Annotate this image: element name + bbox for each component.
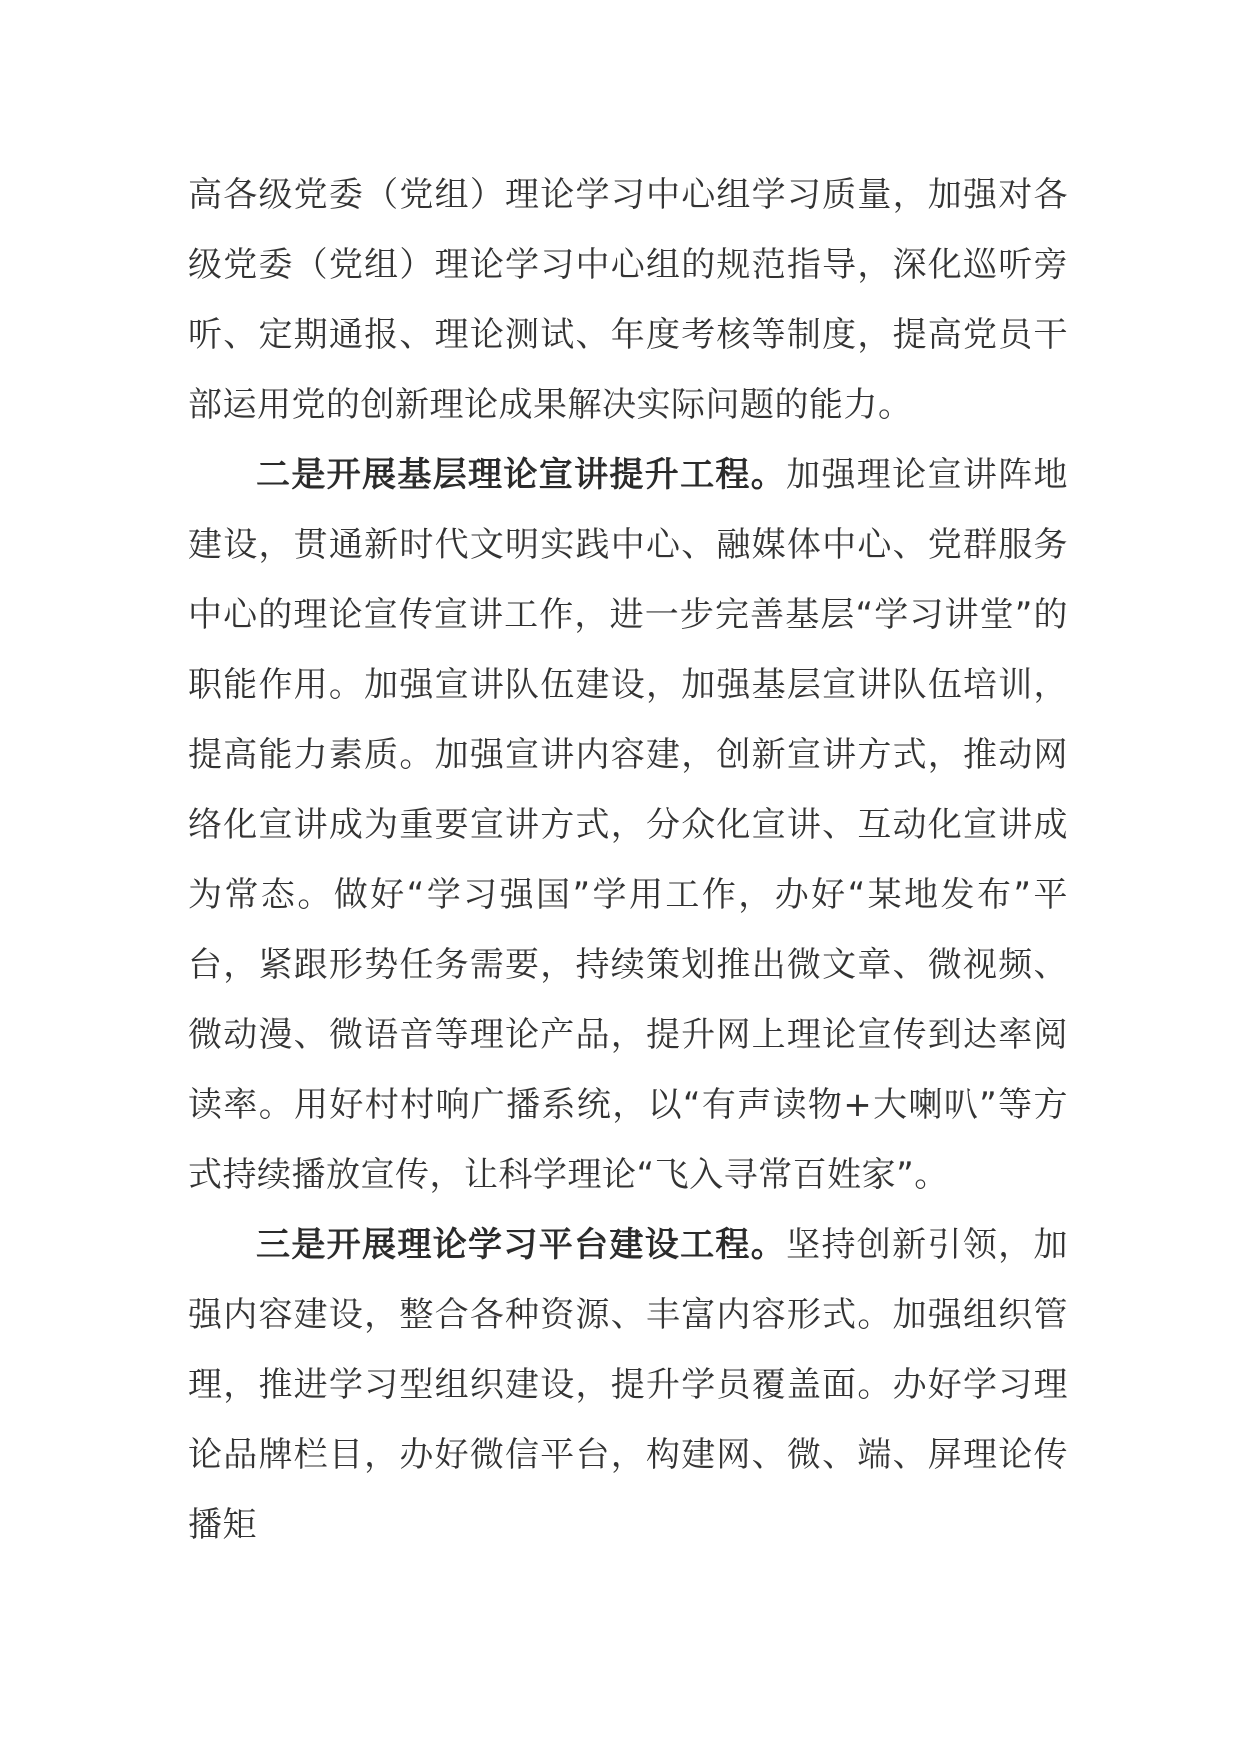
paragraph-learning-platform: [188, 1210, 1068, 1560]
paragraph-2-text: 加强理论宣讲阵地建设，贯通新时代文明实践中心、融媒体中心、党群服务中心的理论宣传宣讲工作，进一步完善基层“学习讲堂”的职能作用。加强宣讲队伍建设，加强基层宣讲队伍培训，提高能力素质。加强宣讲内容建，创新宣讲方式，推动网络化宣讲成为重要宣讲方式，分众化宣讲、互动化宣讲成为常态。做好“学习强国”学用工作，办好“某地发布”平台，紧跟形势任务需要，持续策划推出微文章、微视频、微动漫、微语音等理论产品，提升网上理论宣传到达率阅读率。用好村村响广播系统，以“有声读物+大喇叭”等方式持续播放宣传，让科学理论“飞入寻常百姓家”。: [188, 455, 1069, 1195]
document-body: [188, 160, 1068, 1560]
paragraph-1-text: 高各级党委（党组）理论学习中心组学习质量，加强对各级党委（党组）理论学习中心组的规范指导，深化巡听旁听、定期通报、理论测试、年度考核等制度，提高党员干部运用党的创新理论成果解决实际问题的能力。: [188, 175, 1068, 425]
paragraph-grassroots-lecture: [188, 440, 1068, 1210]
paragraph-continuation: [188, 160, 1068, 440]
paragraph-3-text: 坚持创新引领，加强内容建设，整合各种资源、丰富内容形式。加强组织管理，推进学习型组织建设，提升学员覆盖面。办好学习理论品牌栏目，办好微信平台，构建网、微、端、屏理论传播矩: [188, 1225, 1069, 1545]
paragraph-3-lead: 三是开展理论学习平台建设工程。: [256, 1225, 787, 1265]
paragraph-2-lead: 二是开展基层理论宣讲提升工程。: [256, 455, 787, 495]
